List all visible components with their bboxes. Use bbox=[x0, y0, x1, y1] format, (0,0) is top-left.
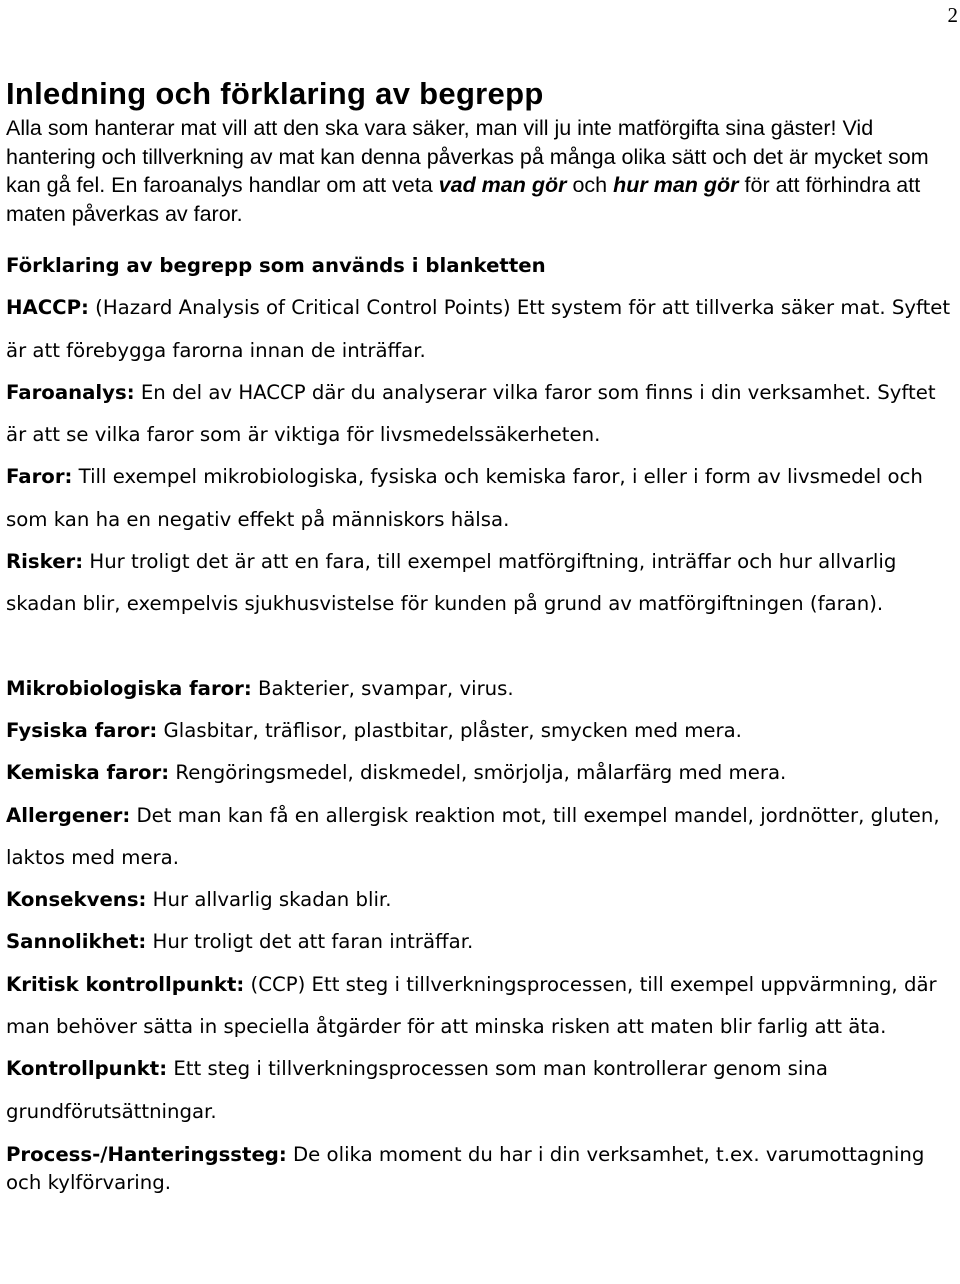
intro-text-1: Alla som hanterar mat vill att den ska vara säker, man vill ju inte matförgifta sina gäster! Vid hantering och tillverkning av mat kan denna påverkas på många olika sätt och det är mycket som kan gå fel. En faroanalys handlar om att veta bbox=[6, 116, 929, 197]
hazard-mikrobiologiska bbox=[6, 668, 956, 710]
definition-term: Faror: bbox=[6, 465, 73, 489]
definition-term: HACCP: bbox=[6, 296, 89, 320]
term-kritisk-kontrollpunkt bbox=[6, 964, 956, 1049]
intro-emphasis-vad-man-gor: vad man gör bbox=[438, 173, 567, 197]
definition-term: Faroanalys: bbox=[6, 380, 135, 404]
hazard-text: Ett steg i tillverkningsprocessen som man kontrollerar genom sina grundförutsättningar. bbox=[6, 1057, 828, 1123]
definition-text: Hur troligt det är att en fara, till exempel matförgiftning, inträffar och hur allvarlig skadan blir, exempelvis sjukhusvistelse för kunden på grund av matförgiftningen (faran). bbox=[6, 550, 897, 616]
hazard-term: Allergener: bbox=[6, 803, 131, 827]
hazard-text: (CCP) Ett steg i tillverkningsprocessen, till exempel uppvärmning, där man behöver sätta in speciella åtgärder för att minska risken att maten blir farlig att äta. bbox=[6, 972, 937, 1039]
definition-term: Risker: bbox=[6, 550, 84, 574]
term-sannolikhet bbox=[6, 921, 956, 963]
hazard-term: Kemiska faror: bbox=[6, 761, 170, 785]
definition-text: Till exempel mikrobiologiska, fysiska och kemiska faror, i eller i form av livsmedel och som kan ha en negativ effekt på människors hälsa. bbox=[6, 465, 923, 531]
intro-paragraph bbox=[6, 114, 956, 228]
hazard-kemiska bbox=[6, 752, 956, 794]
intro-text-2: och bbox=[566, 173, 614, 197]
term-kontrollpunkt bbox=[6, 1048, 956, 1133]
definition-text: En del av HACCP där du analyserar vilka faror som finns i din verksamhet. Syftet är att se vilka faror som är viktiga för livsmedelssäkerheten. bbox=[6, 380, 936, 447]
definition-faroanalys bbox=[6, 372, 956, 457]
hazard-allergener bbox=[6, 795, 956, 880]
intro-text-3: för att förhindra att maten påverkas av faror. bbox=[6, 173, 921, 226]
hazard-text: Rengöringsmedel, diskmedel, smörjolja, målarfärg med mera. bbox=[169, 761, 787, 785]
hazard-text: Det man kan få en allergisk reaktion mot, till exempel mandel, jordnötter, gluten, laktos med mera. bbox=[6, 803, 940, 869]
definition-faror bbox=[6, 456, 956, 541]
document-body bbox=[6, 76, 956, 1197]
intro-emphasis-hur-man-gor: hur man gör bbox=[613, 173, 739, 197]
definition-haccp bbox=[6, 287, 956, 372]
definitions-heading-text: Förklaring av begrepp som används i blanketten bbox=[6, 254, 546, 277]
hazard-text: Hur troligt det att faran inträffar. bbox=[146, 930, 474, 954]
term-konsekvens bbox=[6, 879, 956, 921]
hazard-term: Mikrobiologiska faror: bbox=[6, 676, 252, 700]
definition-risker bbox=[6, 541, 956, 626]
hazard-term: Kontrollpunkt: bbox=[6, 1057, 168, 1081]
hazard-text: De olika moment du har i din verksamhet, t.ex. varumottagning och kylförvaring. bbox=[6, 1142, 925, 1194]
term-process-hanteringssteg bbox=[6, 1141, 956, 1197]
hazard-term: Fysiska faror: bbox=[6, 718, 158, 742]
hazard-text: Hur allvarlig skadan blir. bbox=[146, 888, 392, 912]
definitions-heading bbox=[6, 245, 956, 287]
hazard-term: Konsekvens: bbox=[6, 888, 147, 912]
hazard-term: Process-/Hanteringssteg: bbox=[6, 1142, 287, 1166]
hazard-term: Sannolikhet: bbox=[6, 930, 147, 954]
definition-text: (Hazard Analysis of Critical Control Points) Ett system för att tillverka säker mat. Syftet är att förebygga farorna innan de inträffar. bbox=[6, 296, 951, 362]
page-title: Inledning och förklaring av begrepp bbox=[6, 76, 544, 111]
page-number: 2 bbox=[947, 3, 958, 27]
hazard-term: Kritisk kontrollpunkt: bbox=[6, 972, 245, 996]
hazard-text: Bakterier, svampar, virus. bbox=[251, 676, 514, 700]
hazard-fysiska bbox=[6, 710, 956, 752]
hazard-text: Glasbitar, träflisor, plastbitar, plåster, smycken med mera. bbox=[157, 718, 742, 742]
